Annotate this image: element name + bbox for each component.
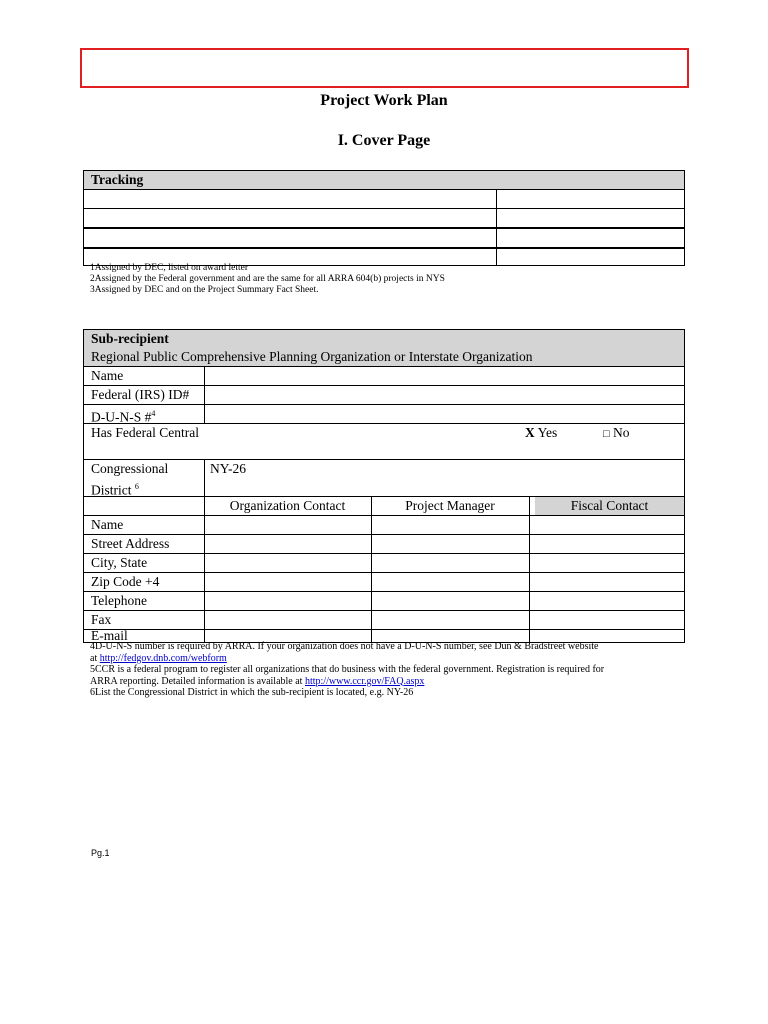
federal-central-row xyxy=(84,424,684,460)
contact-label: City, State xyxy=(91,555,148,570)
ccr-link[interactable]: http://www.ccr.gov/FAQ.aspx xyxy=(304,675,425,687)
footnote-5: 5CCR is a federal program to register all organizations that do business with the federal government. Registration is required for xyxy=(90,664,605,675)
subrecipient-title: Sub-recipient xyxy=(91,331,169,346)
federal-id-label: Federal (IRS) ID# xyxy=(91,387,190,402)
contact-row-fax xyxy=(84,611,684,630)
footnote-6: 6List the Congressional District in which the sub-recipient is located, e.g. NY-26 xyxy=(90,687,414,698)
contact-label: Street Address xyxy=(91,536,170,551)
tracking-row[interactable] xyxy=(84,190,684,209)
col-project-manager: Project Manager xyxy=(405,498,495,513)
name-row xyxy=(84,367,684,386)
footnote-4: 4D-U-N-S number is required by ARRA. If your organization does not have a D-U-N-S number, see Dun & Bradstreet website xyxy=(90,641,599,652)
tracking-note-1: 1Assigned by DEC, listed on award letter xyxy=(90,263,249,273)
tracking-table xyxy=(83,170,685,266)
tracking-notes xyxy=(90,263,445,296)
duns-footnote-ref: 4 xyxy=(151,409,156,418)
contact-header-row xyxy=(84,497,684,516)
subrecipient-header xyxy=(84,330,684,367)
subrecipient-subtitle: Regional Public Comprehensive Planning Organization or Interstate Organization xyxy=(91,349,533,364)
congressional-label: Congressional District $^6$ xyxy=(91,461,169,498)
tracking-note-3: 3Assigned by DEC and on the Project Summary Fact Sheet. xyxy=(90,285,319,295)
contact-row-city xyxy=(84,554,684,573)
yes-option[interactable] xyxy=(525,424,557,442)
contact-label: Fax xyxy=(91,612,112,627)
congressional-footnote-ref: 6 xyxy=(134,482,139,491)
contact-row-telephone xyxy=(84,592,684,611)
no-checkbox[interactable]: □ xyxy=(603,428,610,440)
footnote-4-link-line: at http://fedgov.dnb.com/webform xyxy=(90,652,227,664)
contact-label: Telephone xyxy=(91,593,148,608)
tracking-note-2: 2Assigned by the Federal government and are the same for all ARRA 604(b) projects in NYS xyxy=(90,274,445,284)
tracking-header: Tracking xyxy=(84,171,684,190)
subrecipient-table xyxy=(83,329,685,643)
yes-checkmark: X xyxy=(525,425,535,440)
contact-row-name xyxy=(84,516,684,535)
no-option[interactable] xyxy=(603,424,630,443)
footnotes xyxy=(90,641,690,699)
col-organization-contact: Organization Contact xyxy=(229,498,346,513)
dnb-link[interactable]: http://fedgov.dnb.com/webform xyxy=(99,652,227,664)
contact-row-street xyxy=(84,535,684,554)
duns-label: D-U-N-S #$^4$ xyxy=(91,409,156,425)
congressional-value[interactable]: NY-26 xyxy=(210,461,246,476)
name-label: Name xyxy=(91,368,124,383)
federal-id-row xyxy=(84,386,684,405)
footnote-5-line2: ARRA reporting. Detailed information is available at http://www.ccr.gov/FAQ.aspx xyxy=(90,675,425,687)
congressional-row xyxy=(84,460,684,497)
yes-label: Yes xyxy=(537,425,558,440)
page-title: Project Work Plan xyxy=(320,92,448,109)
no-label: No xyxy=(613,425,630,440)
header-red-box xyxy=(80,48,689,88)
contact-label: Name xyxy=(91,517,124,532)
contact-label: E-mail xyxy=(91,630,128,642)
page-number: Pg.1 xyxy=(91,848,110,858)
contact-label: Zip Code +4 xyxy=(91,574,160,589)
tracking-row[interactable] xyxy=(84,229,684,249)
federal-central-label: Has Federal Central xyxy=(91,425,199,440)
page-subtitle: I. Cover Page xyxy=(337,132,431,149)
contact-row-zip xyxy=(84,573,684,592)
duns-row xyxy=(84,405,684,424)
col-fiscal-contact: Fiscal Contact xyxy=(535,497,684,515)
tracking-row[interactable] xyxy=(84,209,684,229)
